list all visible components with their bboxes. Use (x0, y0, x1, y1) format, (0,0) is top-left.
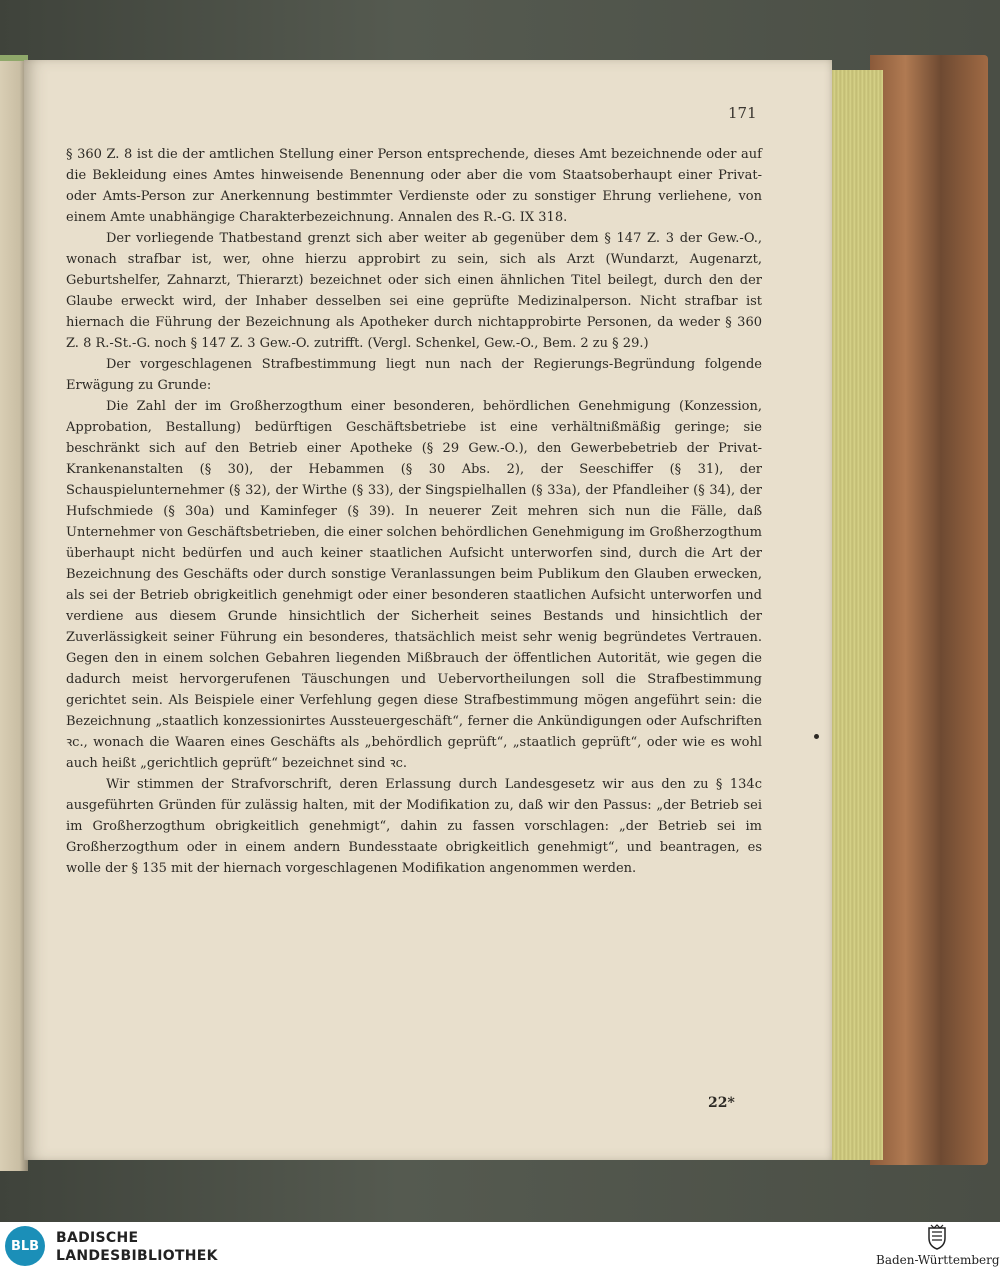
blb-logo[interactable]: BLB (5, 1226, 45, 1266)
paragraph: Die Zahl der im Großherzogthum einer besonderen, behördlichen Genehmigung (Konzession, Approbation, Bestallung) bedürftigen Geschäftsbetriebe ist eine verhältnißmäßig geringe; sie beschränkt sich auf den Betrieb einer Apotheke (§ 29 Gew.-O.), den Gewerbebetrieb der Privat-Krankenanstalten (§ 30), der Hebammen (§ 30 Abs. 2), der Seeschiffer (§ 31), der Schauspielunternehmer (§ 32), der Wirthe (§ 33), der Singspielhallen (§ 33a), der Pfandleiher (§ 34), der Hufschmiede (§ 30a) und Kaminfeger (§ 39). In neuerer Zeit mehren sich nun die Fälle, daß Unternehmer von Geschäftsbetrieben, die einer solchen behördlichen Genehmigung im Großherzogthum überhaupt nicht bedürfen und auch keiner staatlichen Aufsicht unterworfen sind, durch die Art der Bezeichnung des Geschäfts oder durch sonstige Veranlassungen beim Publikum den Glauben erwecken, als sei der Betrieb obrigkeitlich genehmigt oder einer besonderen staatlichen Aufsicht unterworfen und verdiene aus diesem Grunde hinsichtlich der Sicherheit seines Bestands und hinsichtlich der Zuverlässigkeit seiner Führung ein besonderes, thatsächlich meist sehr wenig begründetes Vertrauen. Gegen den in einem solchen Gebahren liegenden Mißbrauch der öffentlichen Autorität, wie gegen die dadurch meist hervorgerufenen Täuschungen und Uebervortheilungen soll die Strafbestimmung gerichtet sein. Als Beispiele einer Verfehlung gegen diese Strafbestimmung mögen angeführt sein: die Bezeichnung „staatlich konzessionirtes Aussteuergeschäft“, ferner die Ankündigungen oder Aufschriften ꝛc., wonach die Waaren eines Geschäfts als „behördlich geprüft“, „staatlich geprüft“, oder wie es wohl auch heißt „gerichtlich geprüft“ bezeichnet sind ꝛc. (66, 399, 762, 771)
paragraph: Wir stimmen der Strafvorschrift, deren Erlassung durch Landesgesetz wir aus den zu § 134c ausgeführten Gründen für zulässig halten, mit der Modifikation zu, daß wir den Passus: „der Betrieb sei im Großherzogthum obrigkeitlich genehmigt“, dahin zu fassen vorschlagen: „der Betrieb sei im Großherzogthum oder in einem andern Bundesstaate obrigkeitlich genehmigt“, und beantragen, es wolle der § 135 mit der hiernach vorgeschlagenen Modifikation angenommen werden. (66, 777, 762, 876)
sheet-signature: 22* (708, 1095, 735, 1111)
coat-of-arms-icon (926, 1224, 948, 1250)
ink-dot (814, 734, 819, 739)
library-name[interactable] (56, 1229, 218, 1265)
paragraph: Der vorliegende Thatbestand grenzt sich aber weiter ab gegenüber dem § 147 Z. 3 der Gew.-O., wonach strafbar ist, wer, ohne hierzu approbirt zu sein, sich als Arzt (Wundarzt, Augenarzt, Geburtshelfer, Zahnarzt, Thierarzt) bezeichnet oder sich einen ähnlichen Titel beilegt, durch den der Glaube erweckt wird, der Inhaber desselben sei eine geprüfte Medizinalperson. Nicht strafbar ist hiernach die Führung der Bezeichnung als Apotheker durch nichtapprobirte Personen, da weder § 360 Z. 8 R.-St.-G. noch § 147 Z. 3 Gew.-O. zutrifft. (Vergl. Schenkel, Gew.-O., Bem. 2 zu § 29.) (66, 231, 762, 351)
paragraph: Der vorgeschlagenen Strafbestimmung liegt nun nach der Regierungs-Begründung folgende Erwägung zu Grunde: (66, 357, 762, 393)
page-text (66, 144, 762, 879)
paragraph: § 360 Z. 8 ist die der amtlichen Stellung einer Person entsprechende, dieses Amt bezeichnende oder auf die Bekleidung eines Amtes hinweisende Benennung oder aber die vom Staatsoberhaupt einer Privat- oder Amts-Person zur Anerkennung bestimmter Verdienste oder zu sonstiger Ehrung verliehene, von einem Amte unabhängige Charakterbezeichnung. Annalen des R.-G. IX 318. (66, 147, 762, 225)
page-number: 171 (728, 104, 757, 122)
library-name-line: BADISCHE (56, 1230, 139, 1246)
library-name-line: LANDESBIBLIOTHEK (56, 1248, 218, 1264)
state-name[interactable]: Baden-Württemberg (876, 1253, 1000, 1267)
book-cover-edge (870, 55, 988, 1165)
